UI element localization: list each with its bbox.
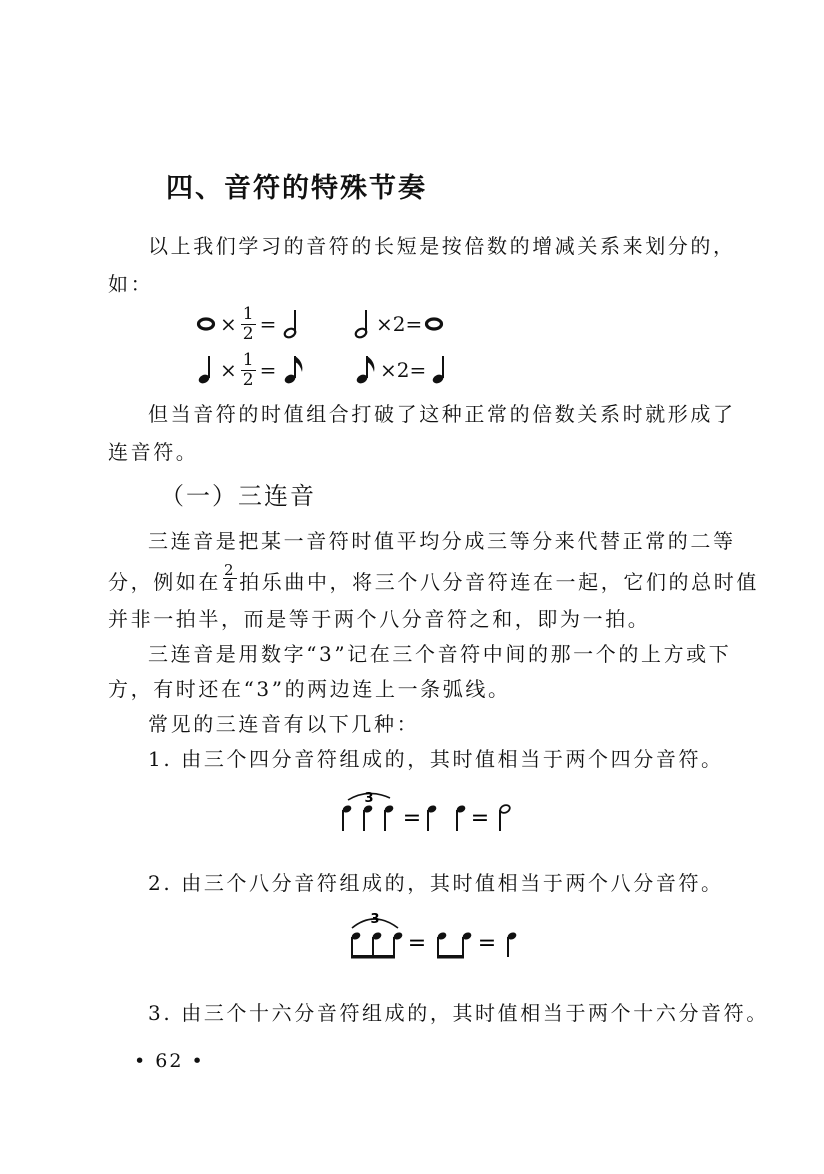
- intro-line-2: 如：: [108, 272, 154, 296]
- whole-note-icon: [196, 304, 216, 344]
- quarter-note-icon: [507, 931, 518, 957]
- eighth-note-icon: [354, 350, 378, 390]
- equals-sign: =: [405, 312, 423, 336]
- para1-line-2: [108, 560, 759, 601]
- equals-sign: =: [407, 931, 427, 956]
- half-note-icon: [282, 304, 306, 344]
- equation-whole-to-half: [196, 304, 306, 344]
- time-signature: [223, 560, 237, 595]
- para3: 常见的三连音有以下几种：: [148, 712, 420, 736]
- break-line-1: 但当音符的时值组合打破了这种正常的倍数关系时就形成了: [148, 402, 736, 426]
- equation-eighth-to-quarter: [354, 350, 450, 390]
- equals-sign: =: [259, 358, 277, 382]
- quarter-note-icon: [363, 804, 374, 831]
- half-note-icon: [354, 304, 374, 344]
- triplet-number: 3: [370, 912, 380, 927]
- fraction-denominator: 2: [242, 369, 254, 390]
- para2-line-1: 三连音是用数字“3”记在三个音符中间的那一个的上方或下: [148, 642, 732, 666]
- equals-sign: =: [259, 312, 277, 336]
- quarter-note-icon: [430, 350, 450, 390]
- eighth-note-pair-group: [437, 931, 473, 958]
- equals-sign: =: [470, 806, 490, 831]
- intro-line-1: 以上我们学习的音符的长短是按倍数的增减关系来划分的，: [148, 234, 736, 258]
- break-line-2: 连音符。: [108, 440, 199, 464]
- equation-half-to-whole: [354, 304, 444, 344]
- triplet-example-quarter-notes: [330, 784, 530, 844]
- para2-line-2: 方，有时还在“3”的两边连上一条弧线。: [108, 677, 511, 701]
- multiplier-label: ×2: [380, 358, 410, 382]
- quarter-note-icon: [384, 804, 395, 831]
- para1-line-2-start: 分，例如在: [108, 570, 221, 594]
- triplet-number: 3: [364, 791, 374, 806]
- whole-note-icon: [424, 304, 444, 344]
- para1-line-2-end: 拍乐曲中，将三个八分音符连在一起，它们的总时值: [239, 570, 759, 594]
- quarter-note-icon: [196, 350, 216, 390]
- time-signature-bottom: 4: [224, 576, 237, 595]
- eighth-note-icon: [282, 350, 306, 390]
- quarter-note-icon: [456, 804, 467, 831]
- times-sign: ×: [220, 312, 237, 336]
- quarter-note-icon: [427, 804, 438, 831]
- eighth-note-triplet-group: [351, 931, 404, 958]
- list-item-3: 3. 由三个十六分音符组成的，其时值相当于两个十六分音符。: [148, 1001, 769, 1025]
- equals-sign: =: [477, 931, 497, 956]
- quarter-note-icon: [342, 804, 353, 831]
- subsection-title: （一）三连音: [160, 482, 316, 510]
- page-number: • 62 •: [134, 1050, 205, 1072]
- equation-quarter-to-eighth: [196, 350, 306, 390]
- fraction-numerator: 1: [242, 349, 254, 370]
- times-sign: ×: [220, 358, 237, 382]
- fraction-numerator: 1: [242, 303, 254, 324]
- fraction-one-half: [241, 305, 256, 344]
- equals-sign: =: [409, 358, 427, 382]
- equals-sign: =: [402, 806, 422, 831]
- fraction-one-half: [241, 351, 256, 390]
- list-item-2: 2. 由三个八分音符组成的，其时值相当于两个八分音符。: [148, 871, 724, 895]
- time-signature-top: 2: [224, 560, 237, 579]
- triplet-example-eighth-notes: [340, 906, 530, 968]
- para1-line-3: 并非一拍半，而是等于两个八分音符之和，即为一拍。: [108, 607, 651, 631]
- list-item-1: 1. 由三个四分音符组成的，其时值相当于两个四分音符。: [148, 747, 724, 771]
- half-note-icon: [499, 804, 511, 831]
- section-title: 四、音符的特殊节奏: [166, 173, 427, 204]
- para1-line-1: 三连音是把某一音符时值平均分成三等分来代替正常的二等: [148, 529, 736, 553]
- multiplier-label: ×2: [376, 312, 406, 336]
- fraction-denominator: 2: [242, 323, 254, 344]
